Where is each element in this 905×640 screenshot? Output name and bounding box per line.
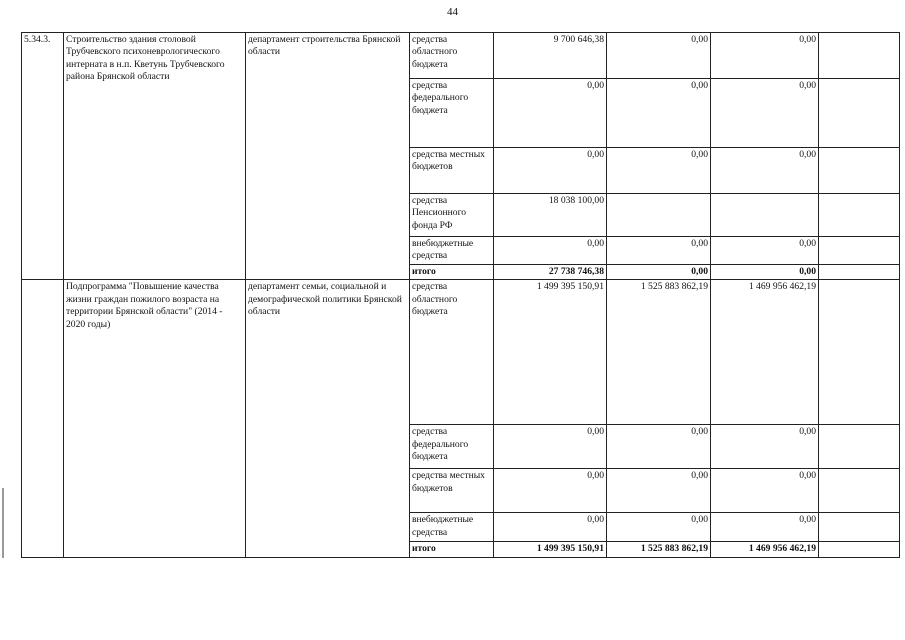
- funding-source: средства федерального бюджета: [410, 425, 494, 469]
- item-executor: департамент семьи, социальной и демографической политики Брянской области: [246, 280, 410, 557]
- empty-cell: [819, 237, 900, 265]
- amount-cell: 0,00: [494, 237, 607, 265]
- total-label: итого: [410, 542, 494, 557]
- funding-source: средства местных бюджетов: [410, 148, 494, 194]
- amount-cell: 0,00: [494, 469, 607, 513]
- amount-cell: 0,00: [711, 79, 819, 148]
- amount-cell: 1 499 395 150,91: [494, 280, 607, 425]
- total-amount: 1 499 395 150,91: [494, 542, 607, 557]
- total-label: итого: [410, 265, 494, 280]
- table-row: [22, 33, 900, 79]
- amount-cell: 18 038 100,00: [494, 194, 607, 237]
- empty-cell: [819, 513, 900, 542]
- amount-cell: 0,00: [607, 79, 711, 148]
- amount-cell: 0,00: [607, 425, 711, 469]
- amount-cell: 1 525 883 862,19: [607, 280, 711, 425]
- empty-cell: [819, 194, 900, 237]
- amount-cell: [711, 194, 819, 237]
- item-name: Строительство здания столовой Трубчевского психоневрологического интерната в н.п. Кветунь Трубчевского района Брянской области: [64, 33, 246, 280]
- amount-cell: 0,00: [711, 148, 819, 194]
- empty-cell: [819, 79, 900, 148]
- empty-cell: [819, 280, 900, 425]
- amount-cell: 9 700 646,38: [494, 33, 607, 79]
- funding-source: средства Пенсионного фонда РФ: [410, 194, 494, 237]
- scan-artifact: [2, 488, 4, 558]
- total-amount: 1 525 883 862,19: [607, 542, 711, 557]
- amount-cell: 0,00: [494, 148, 607, 194]
- funding-source: средства местных бюджетов: [410, 469, 494, 513]
- empty-cell: [819, 469, 900, 513]
- subprogram-name: Подпрограмма "Повышение качества жизни граждан пожилого возраста на территории Брянской области" (2014 - 2020 годы): [64, 280, 246, 557]
- amount-cell: 0,00: [711, 469, 819, 513]
- total-amount: 0,00: [607, 265, 711, 280]
- item-code: [22, 280, 64, 557]
- amount-cell: 1 469 956 462,19: [711, 280, 819, 425]
- amount-cell: [607, 194, 711, 237]
- total-amount: 0,00: [711, 265, 819, 280]
- amount-cell: 0,00: [607, 513, 711, 542]
- amount-cell: 0,00: [607, 148, 711, 194]
- amount-cell: 0,00: [607, 33, 711, 79]
- empty-cell: [819, 425, 900, 469]
- funding-source: средства областного бюджета: [410, 280, 494, 425]
- item-executor: департамент строительства Брянской области: [246, 33, 410, 280]
- funding-source: внебюджетные средства: [410, 237, 494, 265]
- item-code: 5.34.3.: [22, 33, 64, 280]
- empty-cell: [819, 265, 900, 280]
- table-row: [22, 280, 900, 425]
- amount-cell: 0,00: [711, 425, 819, 469]
- empty-cell: [819, 542, 900, 557]
- empty-cell: [819, 148, 900, 194]
- amount-cell: 0,00: [494, 79, 607, 148]
- amount-cell: 0,00: [607, 469, 711, 513]
- total-amount: 1 469 956 462,19: [711, 542, 819, 557]
- budget-table: [21, 32, 900, 558]
- amount-cell: 0,00: [607, 237, 711, 265]
- funding-source: средства областного бюджета: [410, 33, 494, 79]
- amount-cell: 0,00: [494, 513, 607, 542]
- amount-cell: 0,00: [494, 425, 607, 469]
- amount-cell: 0,00: [711, 237, 819, 265]
- amount-cell: 0,00: [711, 513, 819, 542]
- total-amount: 27 738 746,38: [494, 265, 607, 280]
- page-number: 44: [447, 6, 458, 18]
- amount-cell: 0,00: [711, 33, 819, 79]
- funding-source: средства федерального бюджета: [410, 79, 494, 148]
- empty-cell: [819, 33, 900, 79]
- funding-source: внебюджетные средства: [410, 513, 494, 542]
